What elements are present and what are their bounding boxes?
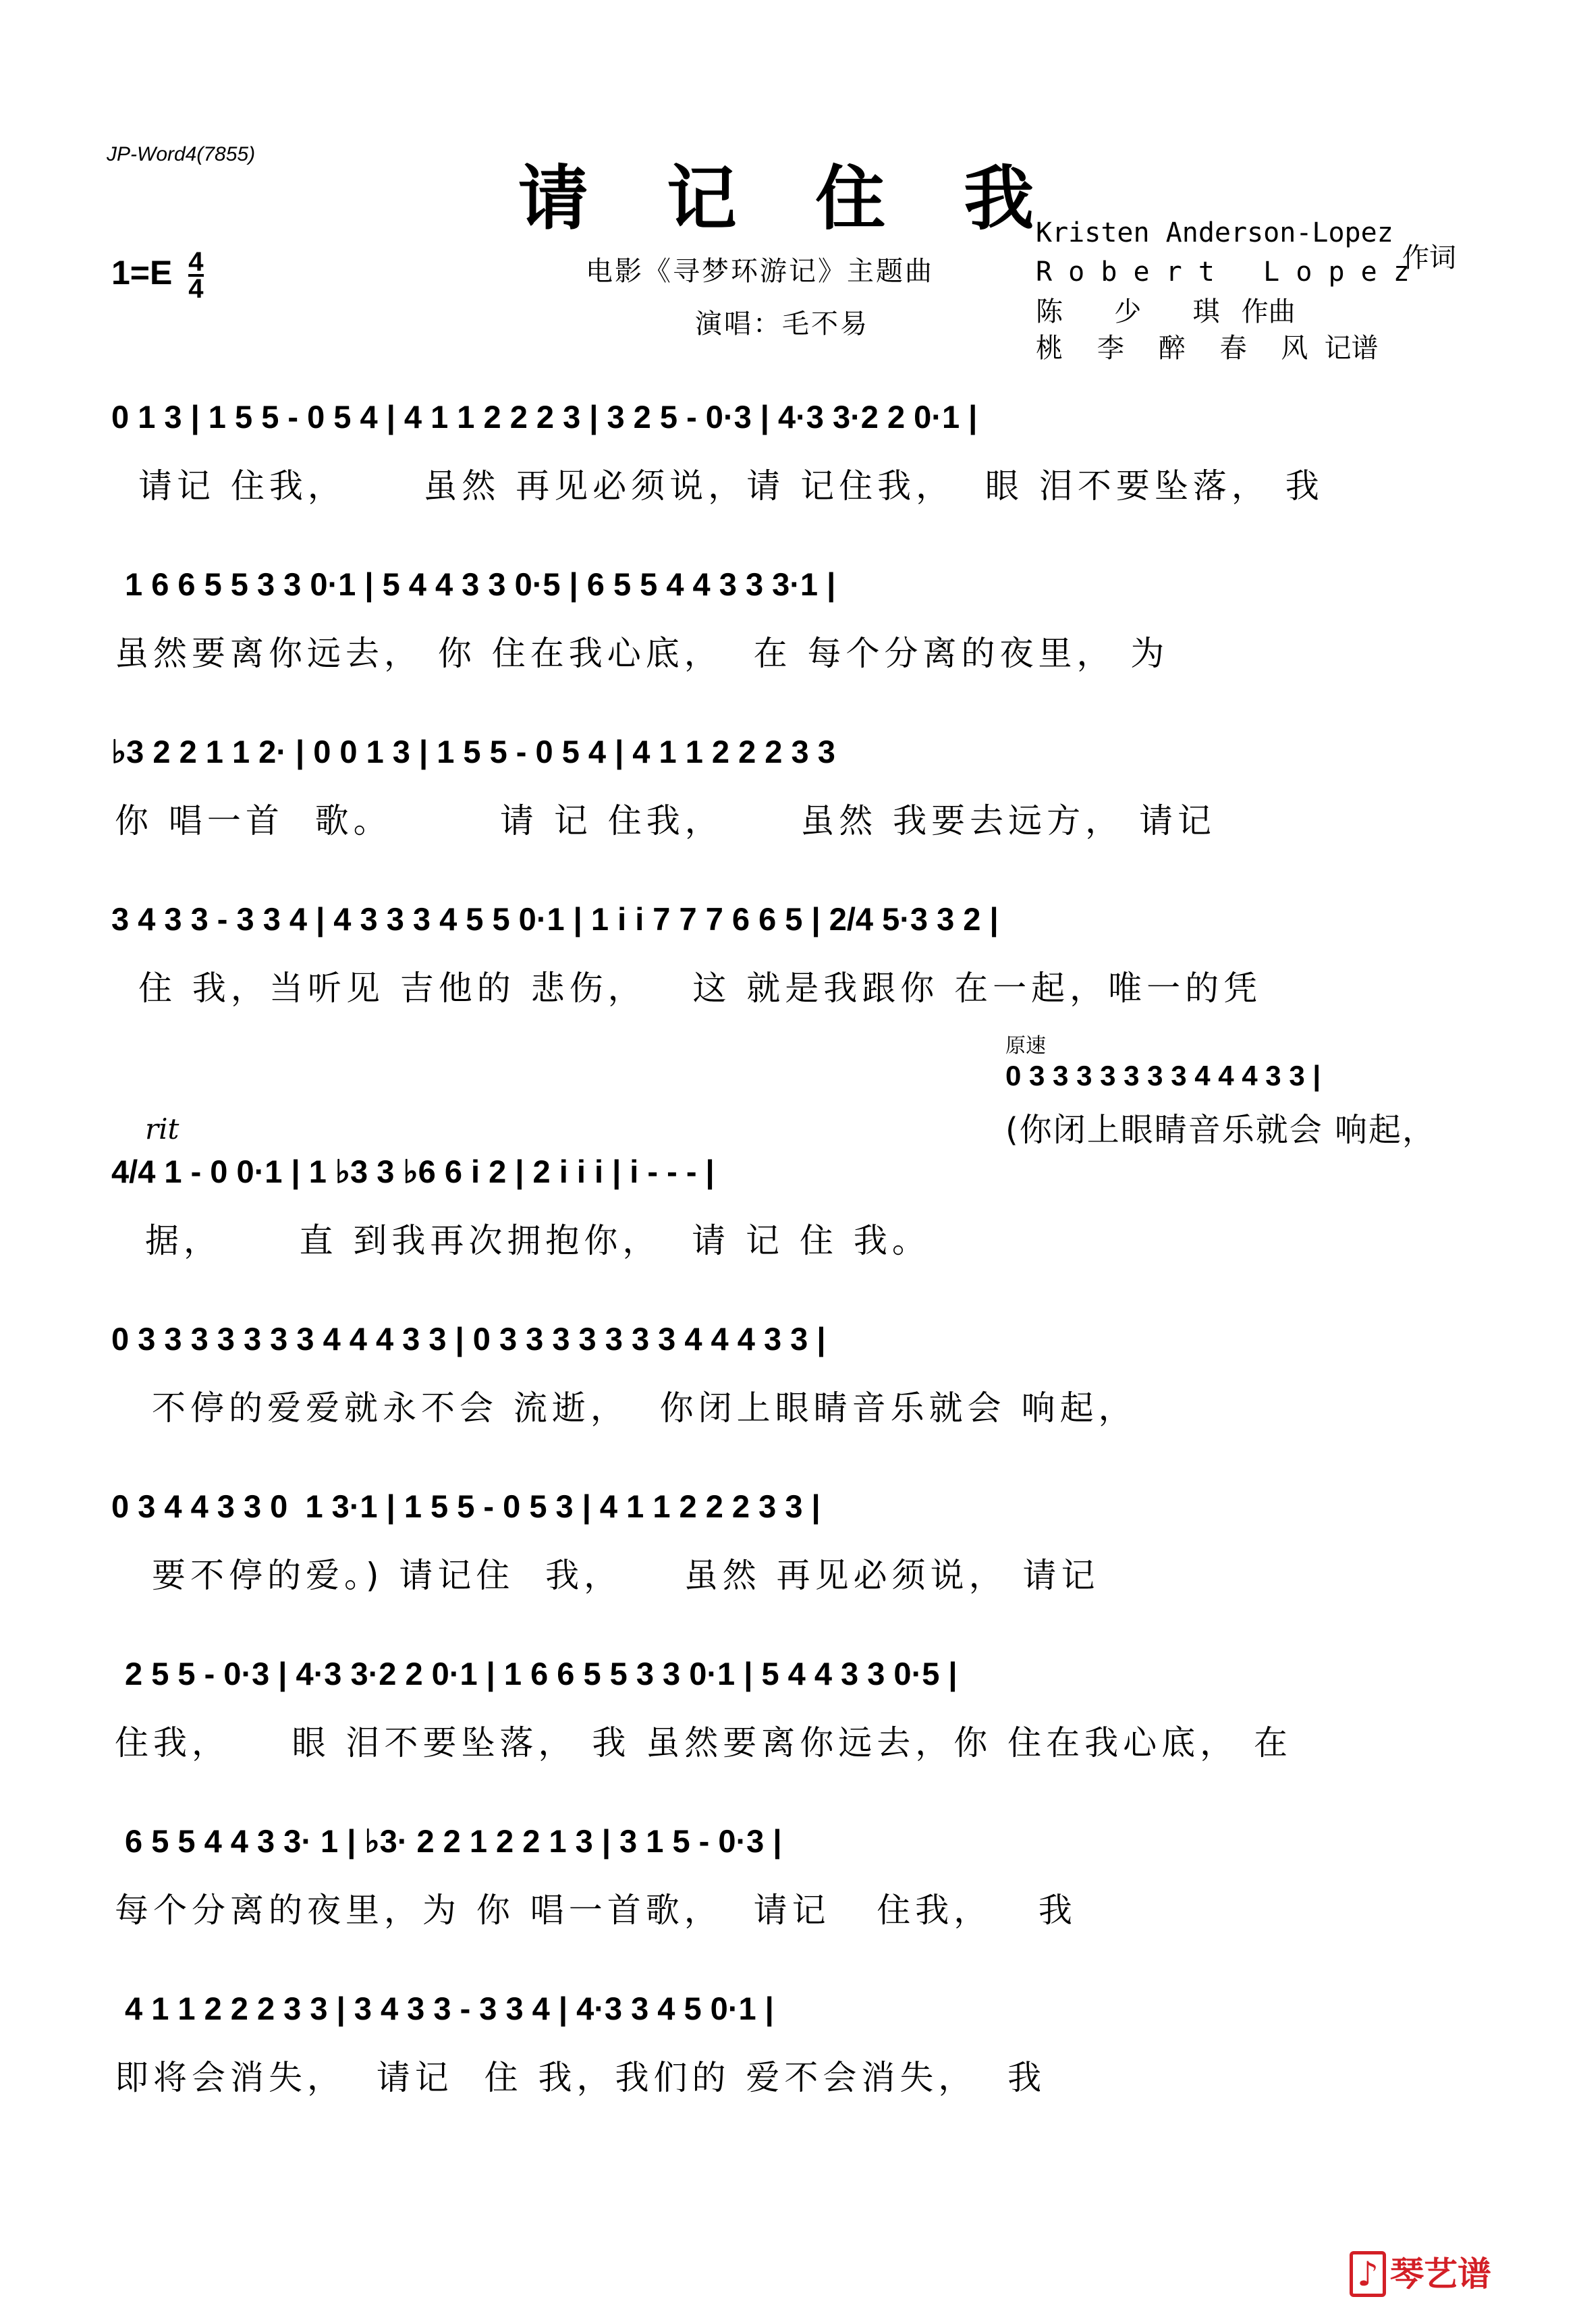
subtitle: 电影《寻梦环游记》主题曲: [586, 256, 934, 287]
key-label: 1=E: [111, 254, 173, 292]
credit-lyricist-1: [1036, 217, 1393, 248]
system-6-lyrics: 不停的爱爱就永不会 流逝， 你闭上眼睛音乐就会 响起，: [152, 1388, 1137, 1428]
ritardando-marker: rit: [145, 1112, 179, 1145]
logo-text: 琴艺谱: [1390, 2254, 1491, 2294]
credit-transcriber: [1036, 327, 1379, 365]
system-2-notes: 1 6 6 5 5 3 3 0·1 | 5 4 4 3 3 0·5 | 6 5 5 4 4 3 3 3·1 |: [125, 566, 836, 602]
tempo-original-marker: 原速: [1005, 1034, 1046, 1058]
system-10-lyrics: 即将会消失， 请记 住 我，我们的 爱不会消失， 我: [115, 2058, 1047, 2097]
system-5-upper-notes: 0 3 3 3 3 3 3 3 4 4 4 3 3 |: [1005, 1060, 1321, 1091]
system-7-lyrics: 要不停的爱。) 请记住 我， 虽然 再见必须说， 请记: [152, 1556, 1100, 1595]
system-8-lyrics: 住我， 眼 泪不要坠落， 我 虽然要离你远去，你 住在我心底， 在: [115, 1723, 1293, 1762]
system-4-lyrics: 住 我，当听见 吉他的 悲伤， 这 就是我跟你 在一起，唯一的凭: [138, 969, 1263, 1008]
system-1-notes: 0 1 3 | 1 5 5 - 0 5 4 | 4 1 1 2 2 2 3 | 3 2 5 - 0·3 | 4·3 3·2 2 0·1 |: [111, 399, 978, 435]
credit-name: R o b e r t L o p e z: [1036, 256, 1410, 288]
credit-role: 作曲: [1241, 296, 1296, 327]
credit-composer: [1036, 290, 1296, 329]
credit-role-lyrics: 作词: [1402, 242, 1456, 273]
system-1-lyrics: 请记 住我， 虽然 再见必须说，请 记住我， 眼 泪不要坠落， 我: [138, 466, 1324, 506]
singer: 演唱：毛不易: [695, 308, 869, 340]
credit-name: 陈 少 琪: [1036, 296, 1220, 327]
credit-name: 桃 李 醉 春 风: [1036, 333, 1308, 364]
system-7-notes: 0 3 4 4 3 3 0 1 3·1 | 1 5 5 - 0 5 3 | 4 1 1 2 2 2 3 3 |: [111, 1488, 821, 1524]
time-top: 4: [188, 247, 204, 277]
system-5-lyrics: 据， 直 到我再次拥抱你， 请 记 住 我。: [145, 1221, 931, 1260]
system-3-notes: ♭3 2 2 1 1 2· | 0 0 1 3 | 1 5 5 - 0 5 4 | 4 1 1 2 2 2 3 3: [111, 734, 835, 769]
app-id: JP-Word4(7855): [107, 143, 256, 165]
system-8-notes: 2 5 5 - 0·3 | 4·3 3·2 2 0·1 | 1 6 6 5 5 3 3 0·1 | 5 4 4 3 3 0·5 |: [125, 1656, 958, 1692]
time-signature: [188, 247, 204, 304]
logo-mark-icon: ♪: [1350, 2251, 1386, 2297]
credit-name: Kristen Anderson-Lopez: [1036, 217, 1393, 248]
system-4-notes: 3 4 3 3 - 3 3 4 | 4 3 3 3 4 5 5 0·1 | 1 i i 7 7 7 6 6 5 | 2/4 5·3 3 2 |: [111, 901, 999, 937]
system-10-notes: 4 1 1 2 2 2 3 3 | 3 4 3 3 - 3 3 4 | 4·3 3 4 5 0·1 |: [125, 1991, 774, 2026]
site-logo: [1350, 2247, 1491, 2297]
key-signature: [111, 247, 204, 304]
system-5-upper-lyrics: (你闭上眼睛音乐就会 响起，: [1005, 1111, 1436, 1149]
system-9-lyrics: 每个分离的夜里，为 你 唱一首歌， 请记 住我， 我: [115, 1891, 1077, 1930]
credit-role: 记谱: [1324, 333, 1379, 364]
credit-lyricist-2: [1036, 256, 1410, 288]
time-bottom: 4: [188, 274, 204, 304]
system-5-notes: 4/4 1 - 0 0·1 | 1 ♭3 3 ♭6 6 i 2 | 2 i i i | i - - - |: [111, 1154, 715, 1189]
page-title: 请 记 住 我: [518, 157, 1061, 240]
system-9-notes: 6 5 5 4 4 3 3· 1 | ♭3· 2 2 1 2 2 1 3 | 3 1 5 - 0·3 |: [125, 1823, 782, 1859]
system-6-notes: 0 3 3 3 3 3 3 3 4 4 4 3 3 | 0 3 3 3 3 3 3 3 4 4 4 3 3 |: [111, 1321, 826, 1357]
system-3-lyrics: 你 唱一首 歌。 请 记 住我， 虽然 我要去远方， 请记: [115, 801, 1216, 840]
system-2-lyrics: 虽然要离你远去， 你 住在我心底， 在 每个分离的夜里， 为: [115, 634, 1169, 673]
